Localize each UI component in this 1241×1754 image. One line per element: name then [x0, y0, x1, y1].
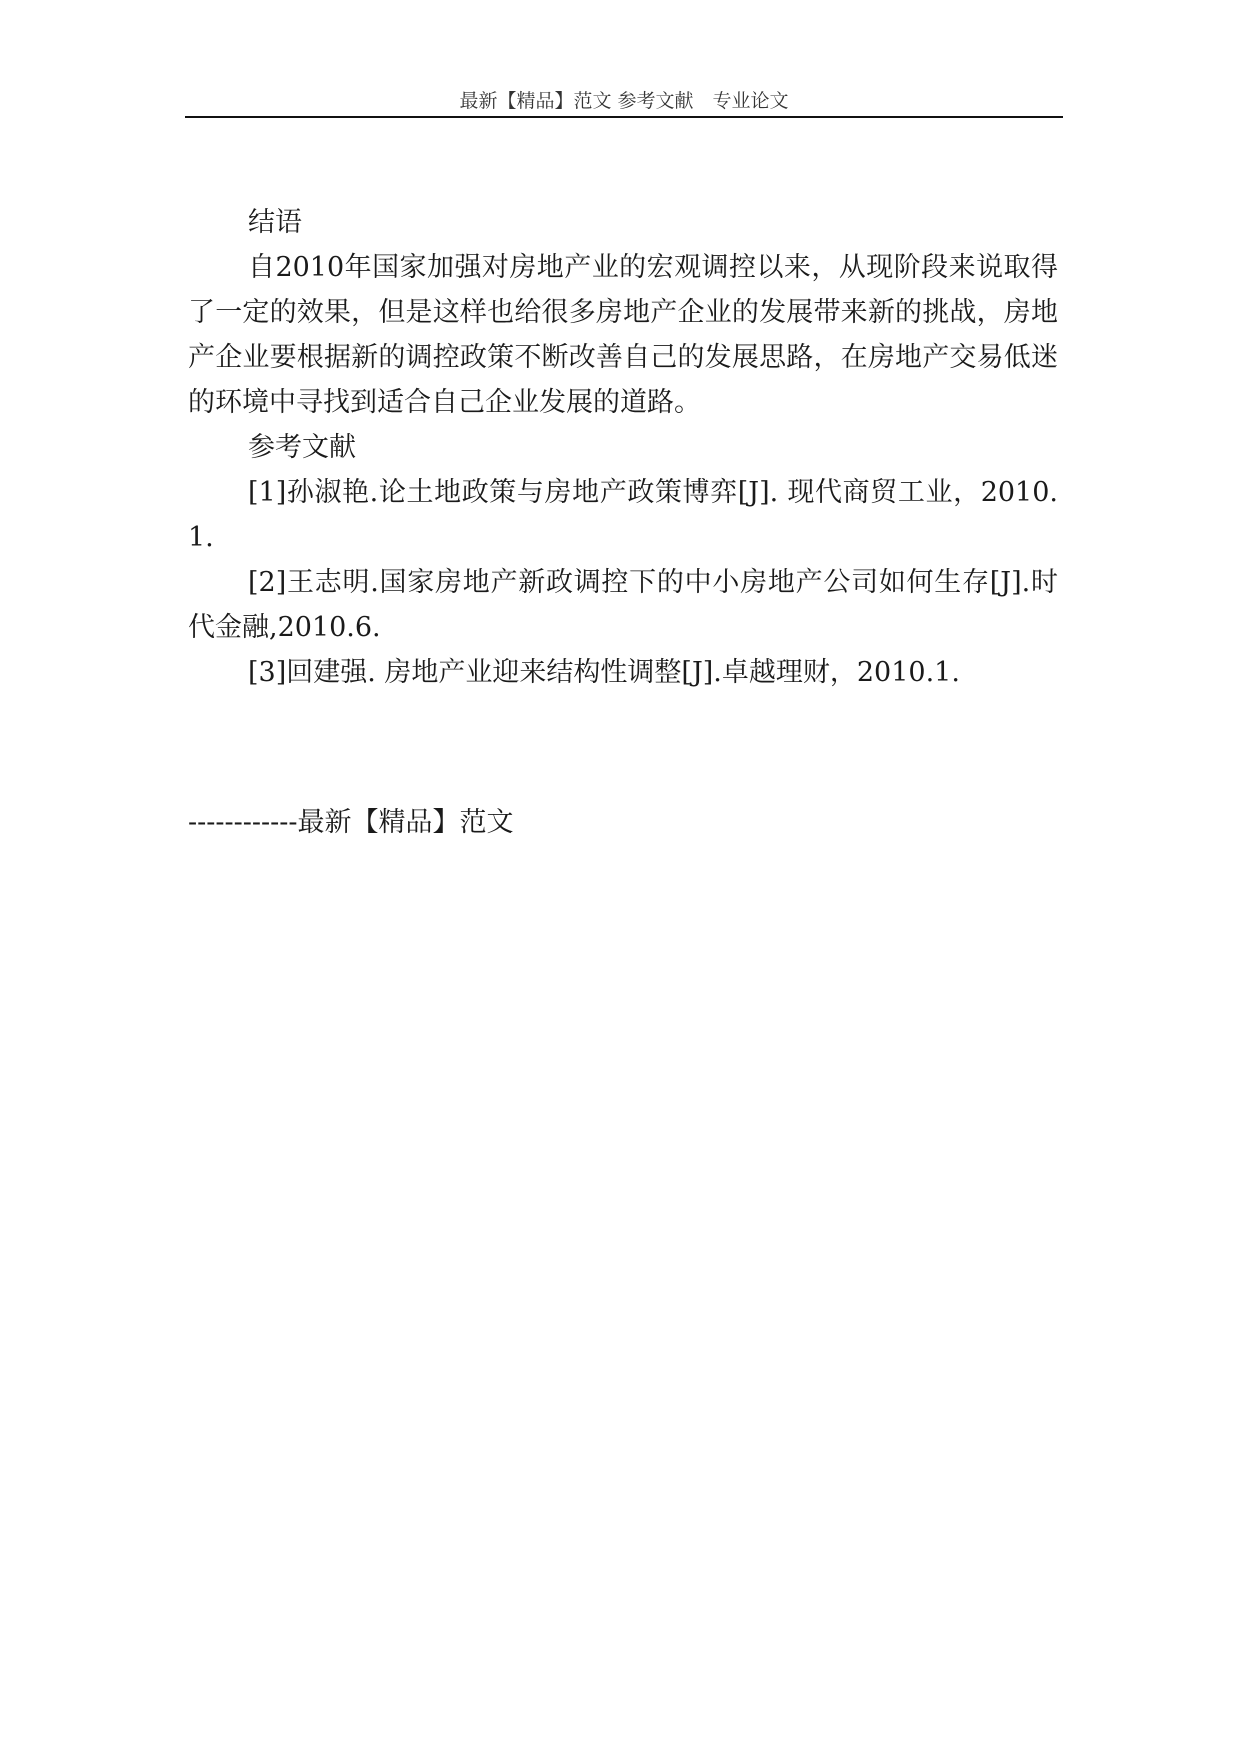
reference-item-2: [2]王志明.国家房地产新政调控下的中小房地产公司如何生存[J].时代金融,2010.6. [188, 567, 1058, 643]
header-text: 最新【精品】范文 参考文献 专业论文 [459, 90, 789, 112]
conclusion-paragraph: 自2010年国家加强对房地产业的宏观调控以来，从现阶段来说取得了一定的效果，但是这样也给很多房地产企业的发展带来新的挑战，房地产企业要根据新的调控政策不断改善自己的发展思路，在房地产交易低迷的环境中寻找到适合自己企业发展的道路。 [188, 252, 1058, 418]
page-header [185, 86, 1063, 118]
reference-item-3: [3]回建强. 房地产业迎来结构性调整[J].卓越理财，2010.1. [248, 657, 960, 688]
document-body [188, 200, 1058, 695]
conclusion-heading: 结语 [248, 207, 302, 238]
footer-text: ------------最新【精品】范文 [188, 807, 514, 838]
references-heading: 参考文献 [248, 432, 356, 463]
reference-item-1: [1]孙淑艳.论土地政策与房地产政策博弈[J]. 现代商贸工业，2010.1. [188, 477, 1058, 553]
